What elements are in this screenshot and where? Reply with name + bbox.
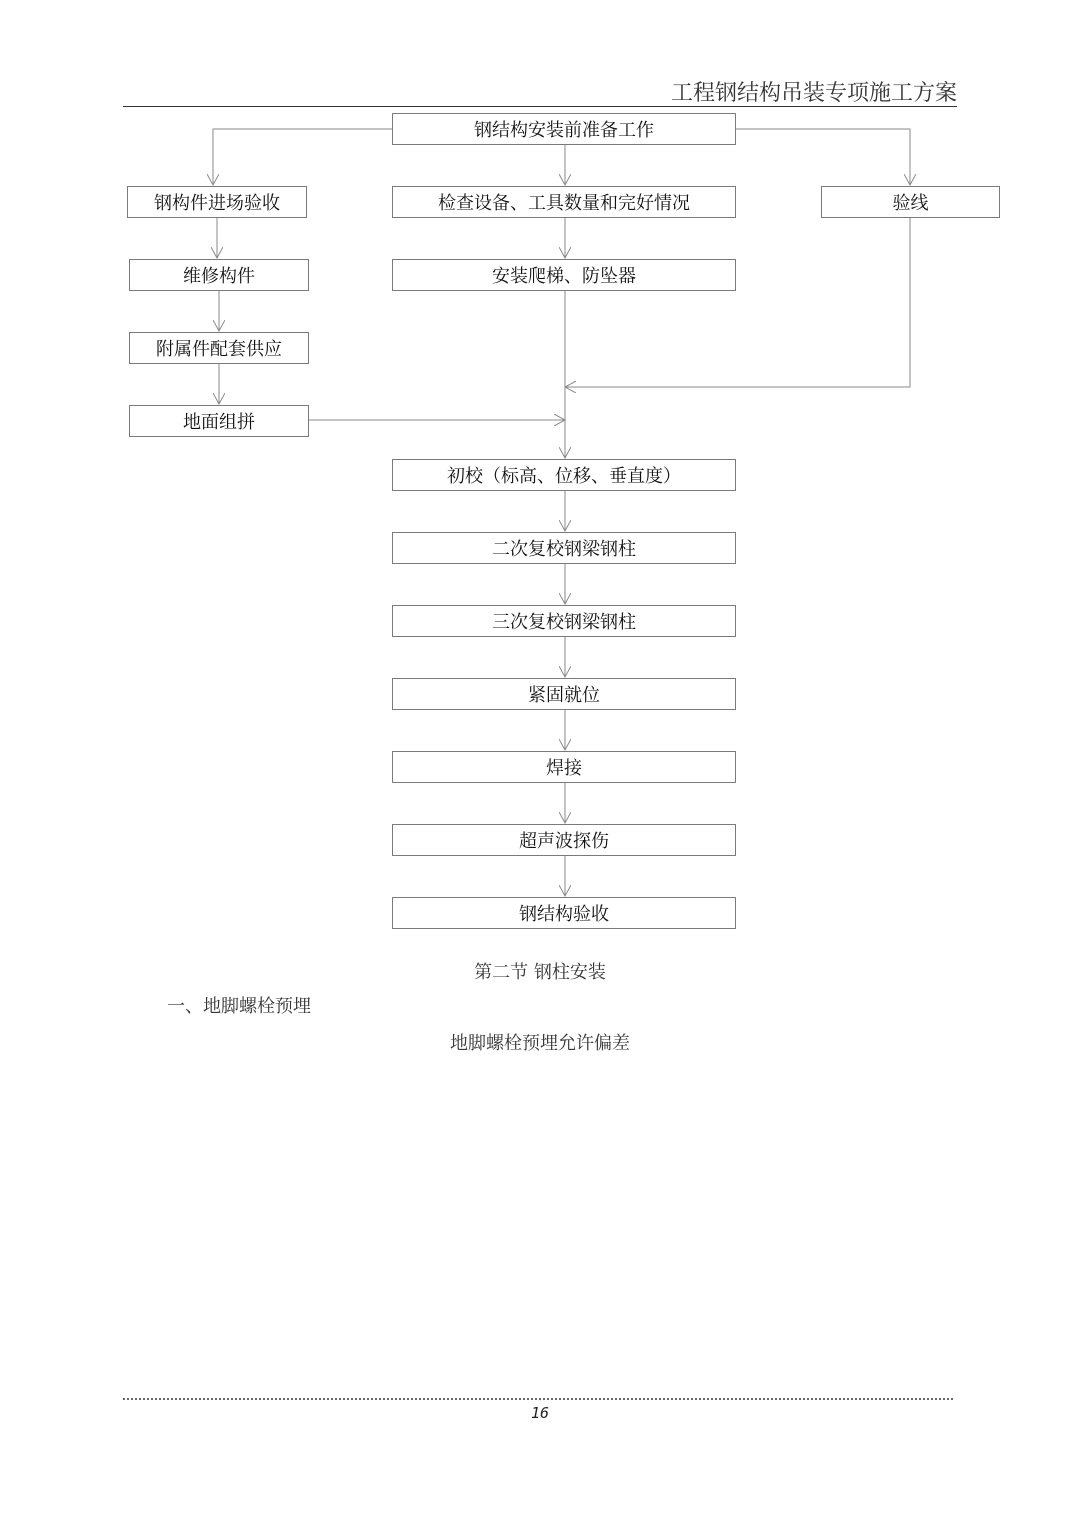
table-caption: 地脚螺栓预埋允许偏差 <box>450 1033 630 1054</box>
flow-node-calib1: 初校（标高、位移、垂直度） <box>392 459 736 491</box>
flow-node-fasten: 紧固就位 <box>392 678 736 710</box>
flow-node-weld: 焊接 <box>392 751 736 783</box>
document-header-title: 工程钢结构吊装专项施工方案 <box>670 81 957 106</box>
footer-divider <box>123 1398 953 1400</box>
flow-node-ultrasonic: 超声波探伤 <box>392 824 736 856</box>
arrow-prep-to-line <box>736 129 910 185</box>
flow-node-calib3: 三次复校钢梁钢柱 <box>392 605 736 637</box>
arrow-line-to-main <box>565 218 910 387</box>
flow-node-accept: 钢结构验收 <box>392 897 736 929</box>
flow-node-repair: 维修构件 <box>129 259 309 291</box>
flow-node-ladder: 安装爬梯、防坠器 <box>392 259 736 291</box>
flow-node-calib2: 二次复校钢梁钢柱 <box>392 532 736 564</box>
flow-node-accessory: 附属件配套供应 <box>129 332 309 364</box>
flow-node-receive: 钢构件进场验收 <box>127 186 307 218</box>
arrow-prep-to-receive <box>213 129 392 185</box>
flow-node-check: 检查设备、工具数量和完好情况 <box>392 186 736 218</box>
flow-node-line: 验线 <box>821 186 1000 218</box>
section-heading: 第二节 钢柱安装 <box>474 962 606 983</box>
page-number: 16 <box>530 1404 550 1422</box>
subsection-heading: 一、地脚螺栓预埋 <box>167 996 311 1017</box>
flow-node-assemble: 地面组拼 <box>129 405 309 437</box>
flow-node-prep: 钢结构安装前准备工作 <box>392 113 736 145</box>
